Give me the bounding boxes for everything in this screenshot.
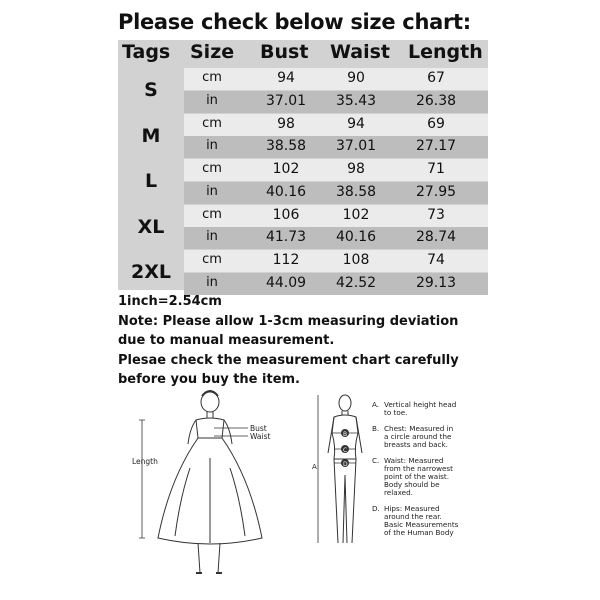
- bust-cell: 106: [272, 206, 300, 223]
- bust-cell: 44.09: [265, 274, 307, 291]
- table-header: [118, 40, 488, 66]
- size-tag: S: [144, 79, 158, 101]
- table-row-in: [184, 182, 488, 204]
- waist-cell: 108: [342, 252, 370, 268]
- table-row-in: [184, 136, 488, 158]
- bust-cell: 102: [272, 161, 300, 177]
- legend-item: [372, 505, 458, 537]
- waist-cell: 38.58: [335, 183, 377, 200]
- deviation-note-line2: due to manual measurement.: [118, 333, 335, 348]
- unit-cell: cm: [202, 115, 222, 131]
- unit-cell: cm: [202, 252, 222, 267]
- size-chart-table: [118, 40, 488, 290]
- table-row-cm: [184, 68, 488, 90]
- legend-text: Hips: Measured around the rear. Basic Measurements of the Human Body: [384, 504, 459, 537]
- length-cell: 73: [427, 206, 445, 223]
- notes-block: [118, 292, 488, 390]
- legend-item: [372, 425, 453, 449]
- legend-letter: D.: [372, 504, 380, 513]
- length-cell: 29.13: [415, 274, 457, 291]
- check-note-line1: Plesae check the measurement chart carefully: [118, 352, 459, 368]
- legend-text: Vertical height head to toe.: [384, 400, 457, 417]
- conversion-note: 1inch=2.54cm: [118, 294, 222, 309]
- header-waist: Waist: [330, 41, 391, 63]
- bust-cell: 41.73: [265, 229, 307, 245]
- length-cell: 69: [427, 115, 445, 132]
- size-tag: M: [141, 124, 161, 147]
- size-tag: XL: [137, 215, 165, 238]
- unit-cell: in: [206, 183, 218, 199]
- waist-cell: 42.52: [335, 274, 377, 291]
- bust-cell: 98: [277, 115, 295, 132]
- dress-measurement-figure: [130, 388, 300, 588]
- marker-b: B: [343, 431, 348, 438]
- header-size: Size: [190, 41, 235, 63]
- waist-cell: 102: [342, 206, 370, 223]
- legend-letter: A.: [372, 400, 380, 409]
- legend-text: Chest: Measured in a circle around the breasts and back.: [384, 424, 454, 449]
- length-cell: 28.74: [415, 229, 457, 245]
- waist-cell: 35.43: [335, 92, 377, 109]
- length-label: Length: [132, 457, 158, 466]
- size-tag: L: [144, 170, 158, 192]
- deviation-note-line1: Note: Please allow 1-3cm measuring deviation: [118, 313, 459, 329]
- length-cell: 27.95: [415, 183, 457, 200]
- table-row-cm: [184, 250, 488, 272]
- unit-cell: in: [206, 229, 218, 244]
- check-note-line2: before you buy the item.: [118, 372, 300, 387]
- unit-cell: cm: [202, 206, 222, 222]
- legend-letter: B.: [372, 424, 380, 433]
- waist-cell: 37.01: [335, 138, 377, 154]
- bust-cell: 94: [277, 70, 295, 86]
- length-cell: 27.17: [415, 138, 457, 154]
- length-cell: 71: [427, 161, 445, 177]
- bust-cell: 38.58: [265, 138, 307, 154]
- waist-cell: 90: [347, 70, 365, 86]
- legend-letter: C.: [372, 456, 380, 465]
- bust-cell: 112: [272, 252, 300, 268]
- marker-a: A: [312, 463, 317, 471]
- length-cell: 26.38: [415, 92, 457, 109]
- bust-cell: 37.01: [265, 92, 307, 109]
- table-row-in: [184, 227, 488, 249]
- body-measurement-figure: [312, 393, 374, 553]
- header-bust: Bust: [260, 41, 309, 63]
- unit-cell: in: [206, 138, 218, 153]
- size-tag: 2XL: [131, 261, 171, 283]
- length-cell: 74: [427, 252, 445, 268]
- legend-item: [372, 401, 456, 417]
- header-tags: Tags: [122, 41, 171, 63]
- table-row-cm: [184, 205, 488, 227]
- unit-cell: cm: [202, 161, 222, 176]
- waist-cell: 40.16: [335, 229, 377, 245]
- page-title: Please check below size chart:: [118, 10, 471, 34]
- bust-label: Bust: [250, 424, 267, 433]
- legend-item: [372, 457, 453, 497]
- waist-label: Waist: [250, 432, 271, 441]
- marker-d: D: [343, 461, 348, 468]
- waist-cell: 94: [347, 115, 365, 132]
- unit-cell: in: [206, 274, 218, 290]
- length-cell: 67: [427, 70, 445, 86]
- table-row-cm: [184, 114, 488, 136]
- table-row-cm: [184, 159, 488, 181]
- bust-cell: 40.16: [265, 183, 307, 200]
- unit-cell: in: [206, 92, 218, 108]
- marker-c: C: [343, 447, 348, 454]
- waist-cell: 98: [347, 161, 365, 177]
- legend-text: Waist: Measured from the narrowest point of the waist. Body should be relaxed.: [384, 456, 453, 497]
- unit-cell: cm: [202, 70, 222, 85]
- header-length: Length: [408, 41, 483, 63]
- table-row-in: [184, 91, 488, 113]
